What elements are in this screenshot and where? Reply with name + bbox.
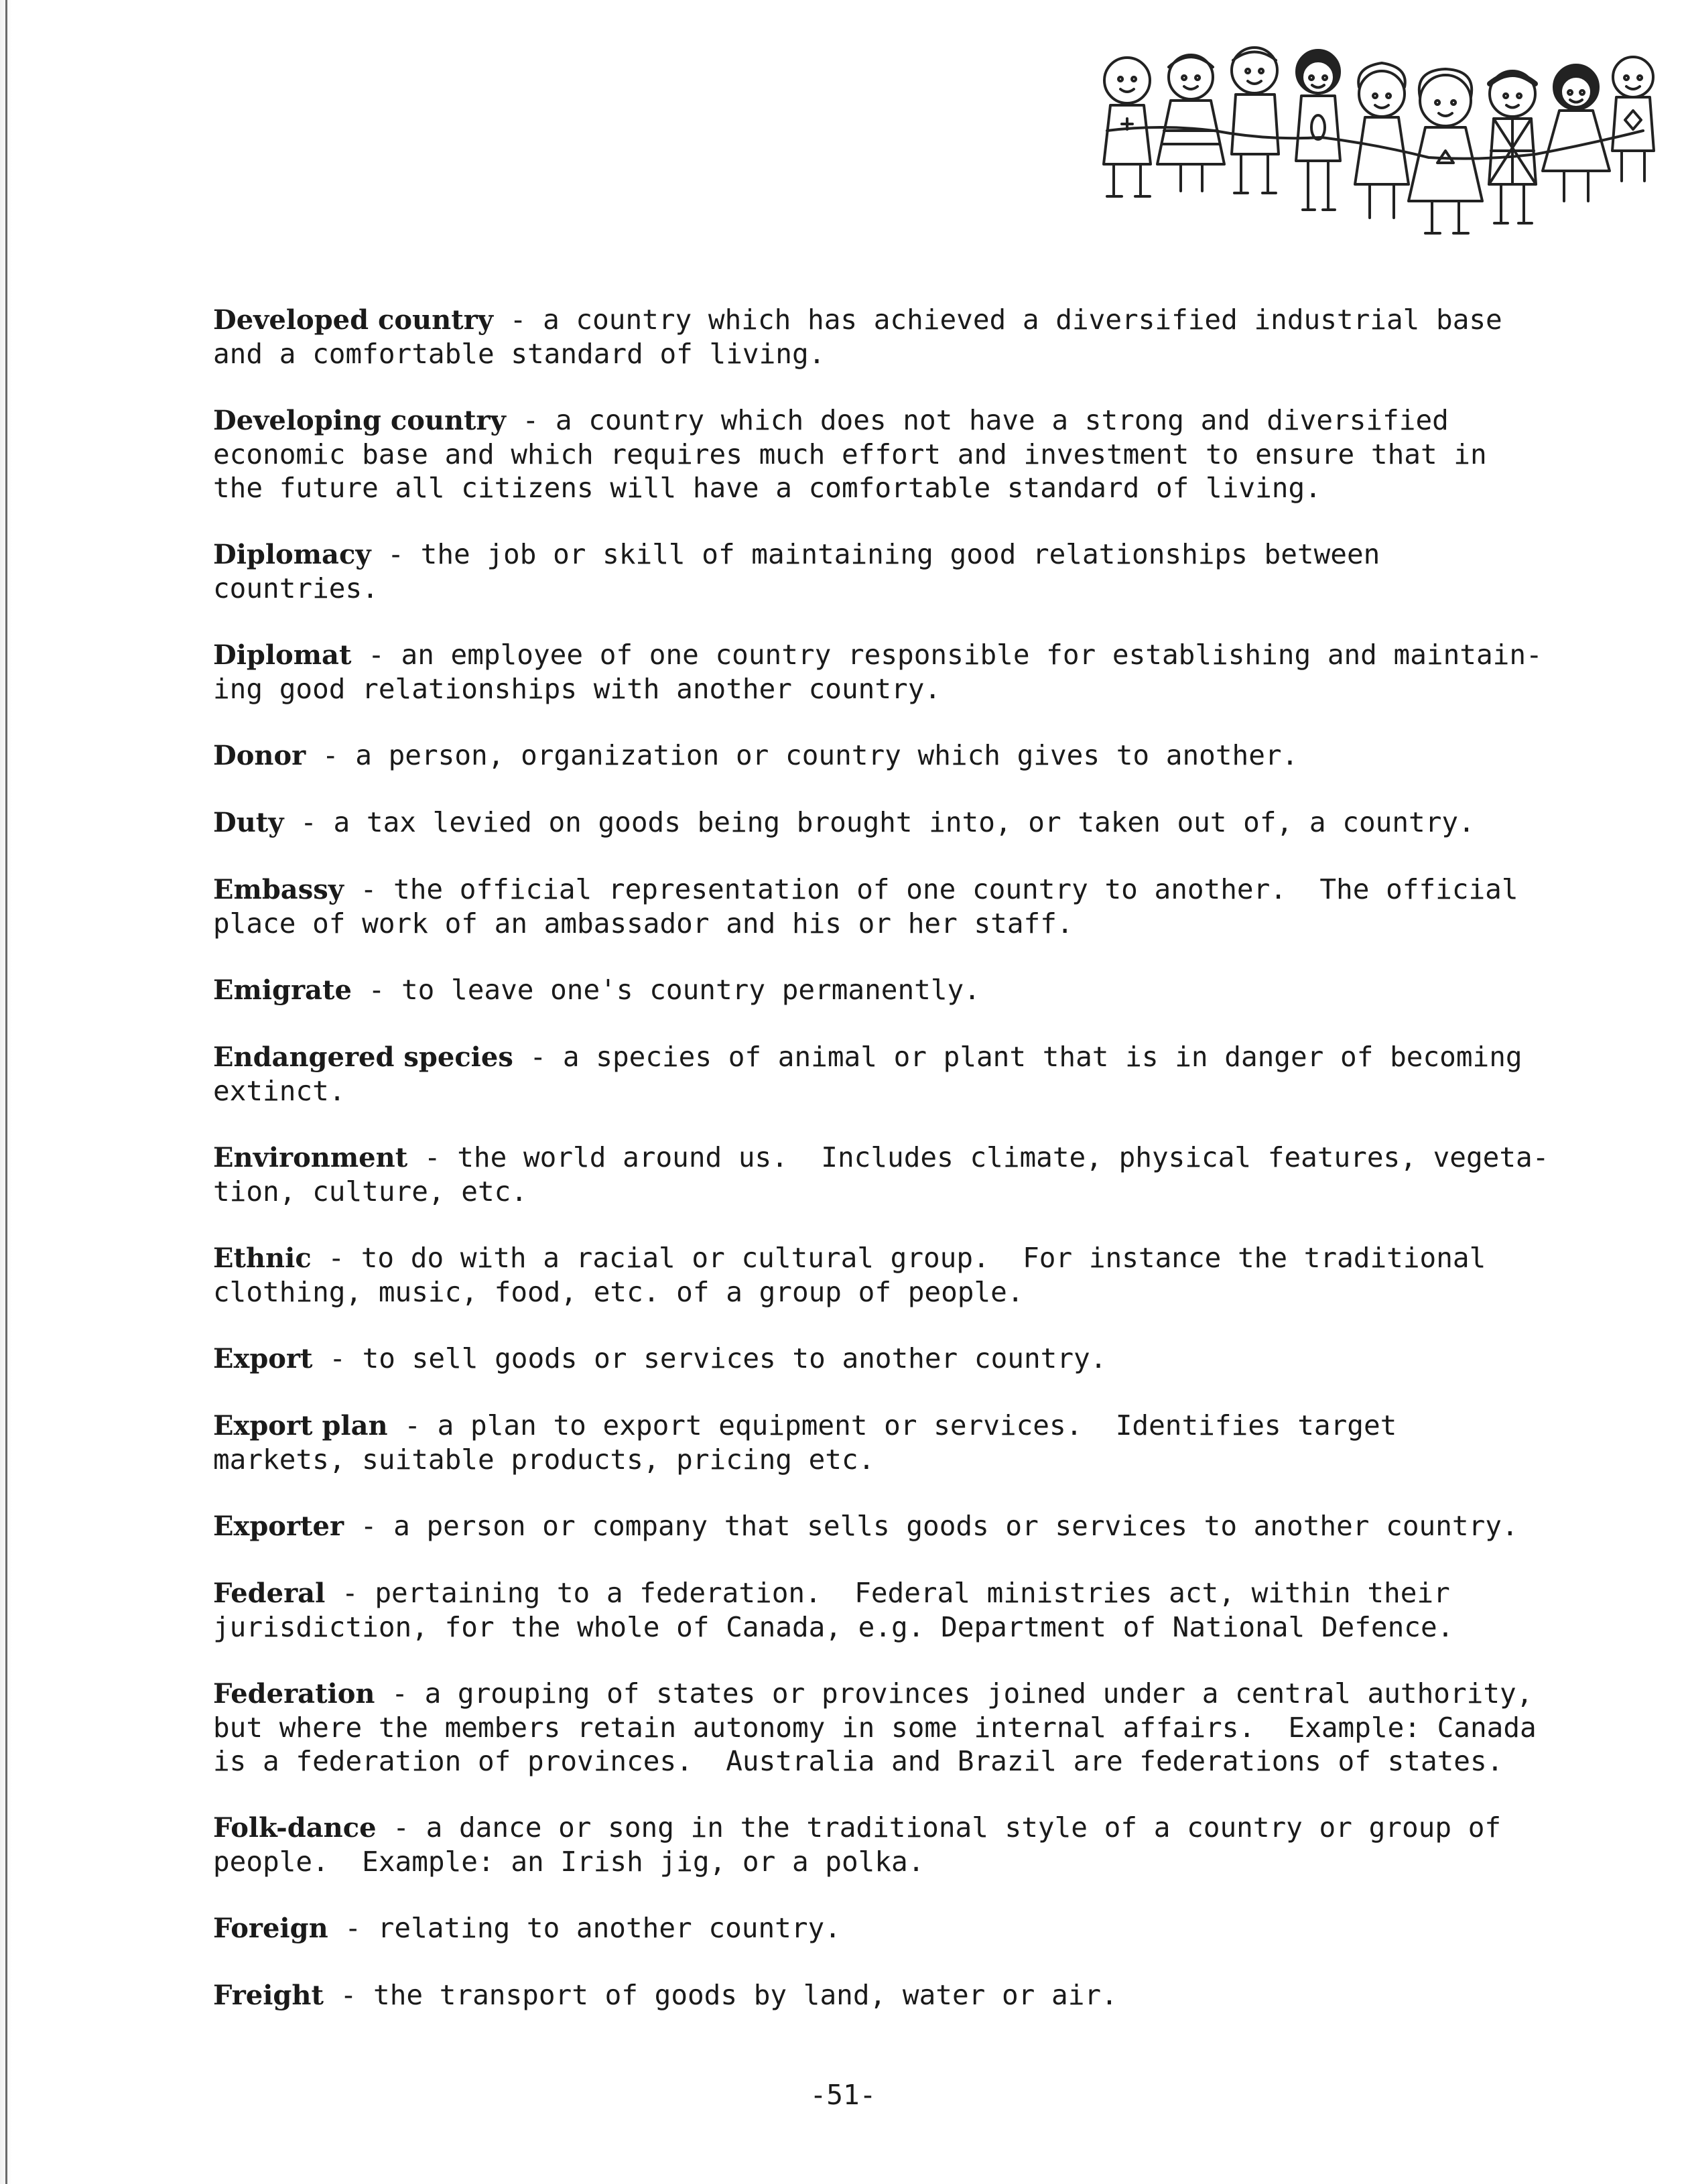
glossary-entry (213, 1040, 1567, 1108)
glossary-term: Foreign (213, 1913, 328, 1944)
glossary-term: Endangered species (213, 1041, 513, 1073)
scan-binding-line (5, 0, 7, 2184)
glossary-term: Exporter (213, 1511, 344, 1542)
glossary-term: Donor (213, 740, 306, 771)
glossary-definition: - pertaining to a federation. Federal ministries act, within their jurisdiction, for the whole of Canada, e.g. Department of National Defence. (213, 1577, 1454, 1643)
glossary-entry (213, 537, 1567, 605)
glossary-entry (213, 1911, 1567, 1945)
glossary-list (213, 303, 1567, 2045)
glossary-entry (213, 303, 1567, 371)
glossary-entry (213, 638, 1567, 706)
glossary-term: Federation (213, 1678, 375, 1710)
glossary-entry (213, 1677, 1567, 1778)
glossary-definition: - a plan to export equipment or services. Identifies target markets, suitable products, pricing etc. (213, 1409, 1397, 1476)
glossary-definition: - the official representation of one country to another. The official place of work of an ambassador and his or her staff. (213, 873, 1518, 940)
glossary-definition: - a dance or song in the traditional style of a country or group of people. Example: an Irish jig, or a polka. (213, 1811, 1502, 1878)
glossary-entry (213, 806, 1567, 840)
glossary-entry (213, 973, 1567, 1007)
glossary-definition: - a person or company that sells goods or services to another country. (344, 1510, 1518, 1542)
glossary-entry (213, 1342, 1567, 1376)
glossary-definition: - a country which does not have a strong and diversified economic base and which requires much effort and investment to ensure that in the future all citizens will have a comfortable standard of living. (213, 404, 1487, 504)
glossary-entry (213, 1978, 1567, 2012)
glossary-entry (213, 873, 1567, 940)
glossary-definition: - a species of animal or plant that is in danger of becoming extinct. (213, 1041, 1522, 1107)
glossary-term: Federal (213, 1578, 326, 1609)
glossary-entry (213, 1811, 1567, 1878)
glossary-entry (213, 1576, 1567, 1644)
glossary-term: Diplomat (213, 639, 352, 671)
glossary-entry (213, 403, 1567, 505)
glossary-entry (213, 1141, 1567, 1208)
glossary-term: Folk-dance (213, 1812, 377, 1844)
children-holding-hands-icon (1080, 30, 1670, 251)
glossary-entry (213, 1509, 1567, 1543)
glossary-term: Environment (213, 1142, 408, 1173)
page-number: -51- (809, 2079, 877, 2111)
glossary-definition: - a country which has achieved a diversified industrial base and a comfortable standard of living. (213, 304, 1502, 370)
glossary-term: Embassy (213, 874, 344, 905)
glossary-definition: - to leave one's country permanently. (351, 974, 980, 1006)
glossary-definition: - a tax levied on goods being brought into, or taken out of, a country. (283, 806, 1475, 838)
glossary-term: Emigrate (213, 974, 352, 1006)
scan-edge (0, 0, 15, 2184)
glossary-term: Developed country (213, 304, 494, 336)
glossary-term: Freight (213, 1980, 324, 2011)
glossary-definition: - to sell goods or services to another country. (312, 1342, 1107, 1374)
glossary-term: Ethnic (213, 1242, 312, 1274)
glossary-definition: - an employee of one country responsible for establishing and maintain- ing good relationships with another country. (213, 639, 1543, 705)
glossary-term: Diplomacy (213, 539, 371, 570)
glossary-term: Developing country (213, 405, 506, 436)
glossary-definition: - to do with a racial or cultural group. For instance the traditional clothing, music, food, etc. of a group of people. (213, 1242, 1486, 1308)
glossary-definition: - relating to another country. (328, 1912, 841, 1944)
glossary-entry (213, 738, 1567, 773)
glossary-term: Export plan (213, 1410, 388, 1441)
glossary-definition: - the job or skill of maintaining good relationships between countries. (213, 538, 1380, 604)
glossary-definition: - the world around us. Includes climate, physical features, vegeta- tion, culture, etc. (213, 1141, 1549, 1208)
glossary-definition: - a person, organization or country which gives to another. (306, 739, 1299, 771)
glossary-entry (213, 1409, 1567, 1476)
glossary-definition: - the transport of goods by land, water or air. (323, 1979, 1118, 2011)
glossary-term: Duty (213, 807, 284, 838)
glossary-entry (213, 1241, 1567, 1309)
glossary-term: Export (213, 1343, 313, 1374)
glossary-definition: - a grouping of states or provinces joined under a central authority, but where the members retain autonomy in some internal affairs. Example: Canada is a federation of provinces. Australia and Brazil are federations of states. (213, 1677, 1537, 1777)
